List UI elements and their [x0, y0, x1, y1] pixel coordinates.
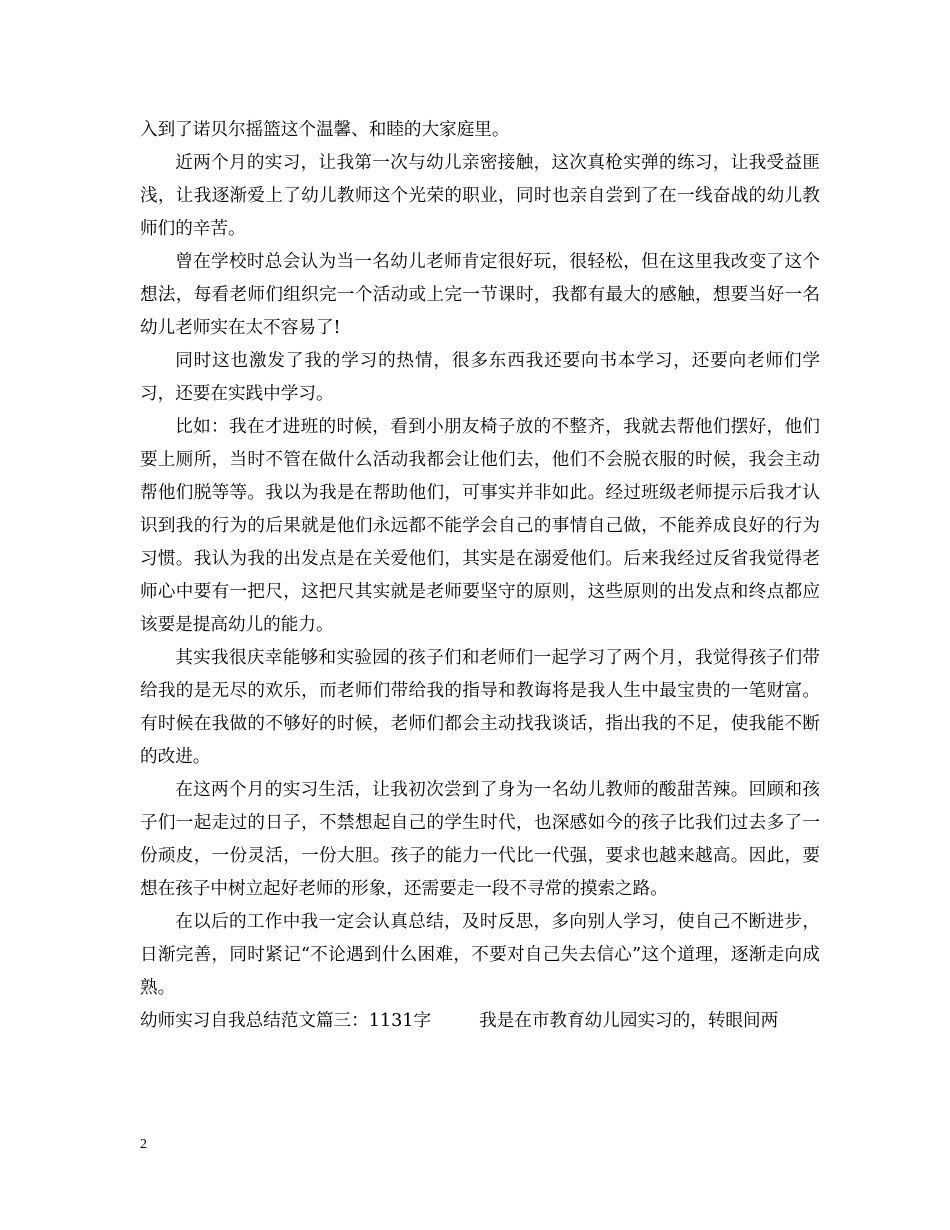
paragraph-4: 同时这也激发了我的学习的热情，很多东西我还要向书本学习，还要向老师们学习，还要在实践中学习。	[140, 351, 820, 404]
document-body	[140, 114, 820, 1038]
paragraph-3: 曾在学校时总会认为当一名幼儿老师肯定很好玩，很轻松，但在这里我改变了这个想法，每看老师们组织完一个活动或上完一节课时，我都有最大的感触，想要当好一名幼儿老师实在太不容易了!	[140, 252, 820, 338]
paragraph-8: 在以后的工作中我一定会认真总结，及时反思，多向别人学习，使自己不断进步，日渐完善，同时紧记“不论遇到什么困难，不要对自己失去信心”这个道理，逐渐走向成熟。	[140, 912, 820, 998]
paragraph-5: 比如：我在才进班的时候，看到小朋友椅子放的不整齐，我就去帮他们摆好，他们要上厕所，当时不管在做什么活动我都会让他们去，他们不会脱衣服的时候，我会主动帮他们脱等等。我以为我是在帮助他们，可事实并非如此。经过班级老师提示后我才认识到我的行为的后果就是他们永远都不能学会自己的事情自己做，不能养成良好的行为习惯。我认为我的出发点是在关爱他们，其实是在溺爱他们。后来我经过反省我觉得老师心中要有一把尺，这把尺其实就是老师要坚守的原则，这些原则的出发点和终点都应该要是提高幼儿的能力。	[140, 417, 820, 635]
paragraph-2: 近两个月的实习，让我第一次与幼儿亲密接触，这次真枪实弹的练习，让我受益匪浅，让我逐渐爱上了幼儿教师这个光荣的职业，同时也亲自尝到了在一线奋战的幼儿教师们的辛苦。	[140, 153, 820, 239]
section-heading-title: 幼师实习自我总结范文篇三：1131字	[140, 1011, 432, 1031]
paragraph-7: 在这两个月的实习生活，让我初次尝到了身为一名幼儿教师的酸甜苦辣。回顾和孩子们一起走过的日子，不禁想起自己的学生时代，也深感如今的孩子比我们过去多了一份顽皮，一份灵活，一份大胆。孩子的能力一代比一代强，要求也越来越高。因此，要想在孩子中树立起好老师的形象，还需要走一段不寻常的摸索之路。	[140, 780, 820, 899]
section-continuation-text: 我是在市教育幼儿园实习的，转眼间两	[479, 1011, 779, 1031]
paragraph-1: 入到了诺贝尔摇篮这个温馨、和睦的大家庭里。	[140, 120, 510, 140]
paragraph-6: 其实我很庆幸能够和实验园的孩子们和老师们一起学习了两个月，我觉得孩子们带给我的是无尽的欢乐，而老师们带给我的指导和教诲将是我人生中最宝贵的一笔财富。有时候在我做的不够好的时候，老师们都会主动找我谈话，指出我的不足，使我能不断的改进。	[140, 648, 820, 767]
page-number: 2	[140, 1137, 147, 1152]
section-heading-line	[140, 1005, 820, 1038]
